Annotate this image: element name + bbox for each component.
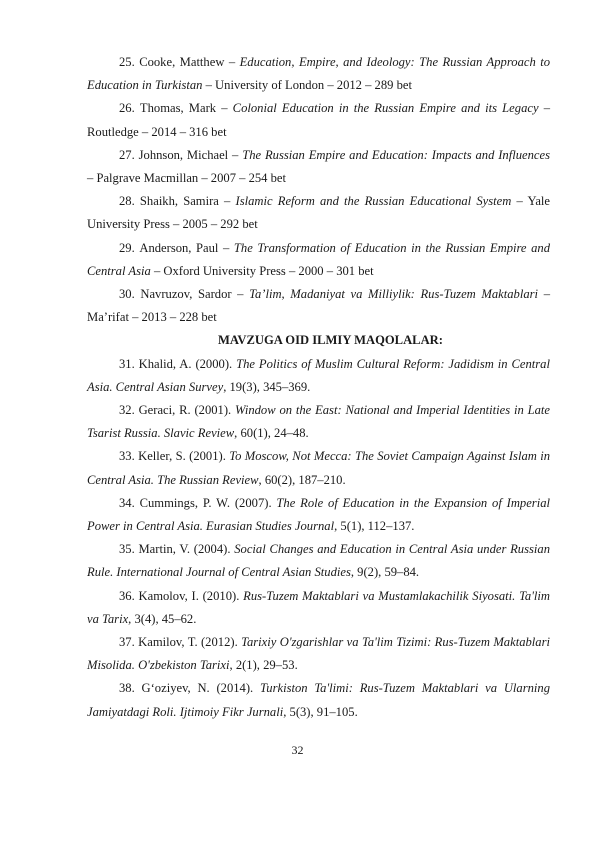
reference-details: – Oxford University Press – 2000 – 301 bet (153, 263, 374, 278)
reference-number: 37. (119, 635, 135, 650)
reference-details: – Palgrave Macmillan – 2007 – 254 bet (87, 171, 287, 186)
reference-number: 34. (119, 495, 135, 510)
reference-author: Anderson, Paul – (139, 240, 230, 255)
reference-details: – University of London – 2012 – 289 bet (205, 78, 412, 93)
reference-number: 28. (119, 194, 135, 209)
reference-title: Colonial Education in the Russian Empire and its Legacy (232, 101, 539, 116)
reference-number: 30. (119, 287, 135, 302)
reference-title: The Transformation of Education in the Russian Empire and Central Asia (87, 240, 550, 278)
reference-author: Geraci, R. (2001). (138, 403, 232, 418)
reference-title: Education, Empire, and Ideology: The Russian Approach to Education in Turkistan (87, 55, 550, 93)
reference-details: – Ma’rifat – 2013 – 228 bet (87, 287, 550, 325)
reference-title: Rus-Tuzem Maktablari va Mustamlakachilik Siyosati. Ta'lim va Tarix (87, 588, 550, 626)
reference-details: – Yale University Press – 2005 – 292 bet (87, 194, 551, 232)
reference-title: The Russian Empire and Education: Impacts and Influences (242, 147, 550, 162)
reference-title: Islamic Reform and the Russian Educational System (235, 194, 512, 209)
article-list (87, 353, 550, 724)
reference-title: Turkiston Ta'limi: Rus-Tuzem Maktablari va Ularning Jamiyatdagi Roli. Ijtimoiy Fikr Jurnali (87, 681, 550, 719)
reference-entry (87, 677, 550, 723)
reference-number: 35. (119, 542, 135, 557)
reference-details: , 2(1), 29–53. (229, 658, 298, 673)
book-list (87, 51, 550, 329)
reference-entry (87, 631, 550, 677)
reference-details: , 9(2), 59–84. (350, 565, 420, 580)
reference-title: Tarixiy O'zgarishlar va Ta'lim Tizimi: Rus-Tuzem Maktablari Misolida. O'zbekiston Tarixi (87, 635, 550, 673)
reference-entry (87, 97, 550, 143)
section-heading: MAVZUGA OID ILMIY MAQOLALAR: (218, 333, 443, 348)
reference-number: 29. (119, 240, 135, 255)
reference-author: Shaikh, Samira – (139, 194, 231, 209)
reference-author: Khalid, A. (2000). (138, 356, 233, 371)
reference-author: Cummings, P. W. (2007). (139, 495, 272, 510)
reference-title: To Moscow, Not Mecca: The Soviet Campaign Against Islam in Central Asia. The Russian Review (87, 449, 550, 487)
reference-title: The Politics of Muslim Cultural Reform: Jadidism in Central Asia. Central Asian Survey (87, 356, 550, 394)
reference-number: 33. (119, 449, 135, 464)
reference-author: Martin, V. (2004). (138, 542, 231, 557)
reference-entry (87, 190, 550, 236)
reference-author: Cooke, Matthew – (139, 55, 236, 69)
reference-title: The Role of Education in the Expansion of Imperial Power in Central Asia. Eurasian Studies Journal (87, 495, 550, 534)
reference-author: G‘oziyev, N. (2014). (141, 681, 254, 696)
reference-number: 32. (119, 403, 135, 418)
reference-entry (87, 445, 550, 491)
reference-author: Kamilov, T. (2012). (138, 635, 238, 650)
bibliography-page (87, 51, 550, 724)
reference-details: , 60(2), 187–210. (258, 472, 346, 487)
reference-number: 27. (119, 147, 135, 162)
reference-author: Keller, S. (2001). (138, 449, 226, 464)
reference-details: , 3(4), 45–62. (128, 611, 197, 626)
reference-entry (87, 144, 550, 190)
reference-number: 38. (119, 681, 135, 696)
reference-details: , 60(1), 24–48. (234, 426, 309, 441)
reference-entry (87, 283, 550, 329)
reference-entry (87, 237, 550, 283)
reference-entry (87, 492, 550, 538)
reference-number: 26. (119, 101, 135, 116)
reference-entry (87, 538, 550, 584)
reference-author: Johnson, Michael – (138, 147, 239, 162)
reference-number: 36. (119, 588, 135, 603)
reference-details: , 5(1), 112–137. (334, 519, 415, 534)
reference-entry (87, 353, 550, 399)
reference-author: Kamolov, I. (2010). (138, 588, 240, 603)
reference-details: , 5(3), 91–105. (283, 704, 358, 719)
page-number: 32 (291, 743, 304, 757)
reference-number: 25. (119, 55, 135, 69)
reference-entry (87, 51, 550, 97)
reference-entry (87, 399, 550, 445)
reference-number: 31. (119, 356, 135, 371)
reference-title: Social Changes and Education in Central Asia under Russian Rule. International Journal of Central Asian Studies (87, 542, 550, 580)
reference-title: Window on the East: National and Imperial Identities in Late Tsarist Russia. Slavic Review (87, 403, 550, 441)
reference-author: Navruzov, Sardor – (140, 287, 244, 302)
reference-details: , 19(3), 345–369. (223, 379, 311, 394)
reference-details: – Routledge – 2014 – 316 bet (87, 101, 550, 139)
reference-author: Thomas, Mark – (139, 101, 228, 116)
reference-entry (87, 585, 550, 631)
reference-title: Ta’lim, Madaniyat va Milliylik: Rus-Tuzem Maktablari (249, 287, 539, 302)
